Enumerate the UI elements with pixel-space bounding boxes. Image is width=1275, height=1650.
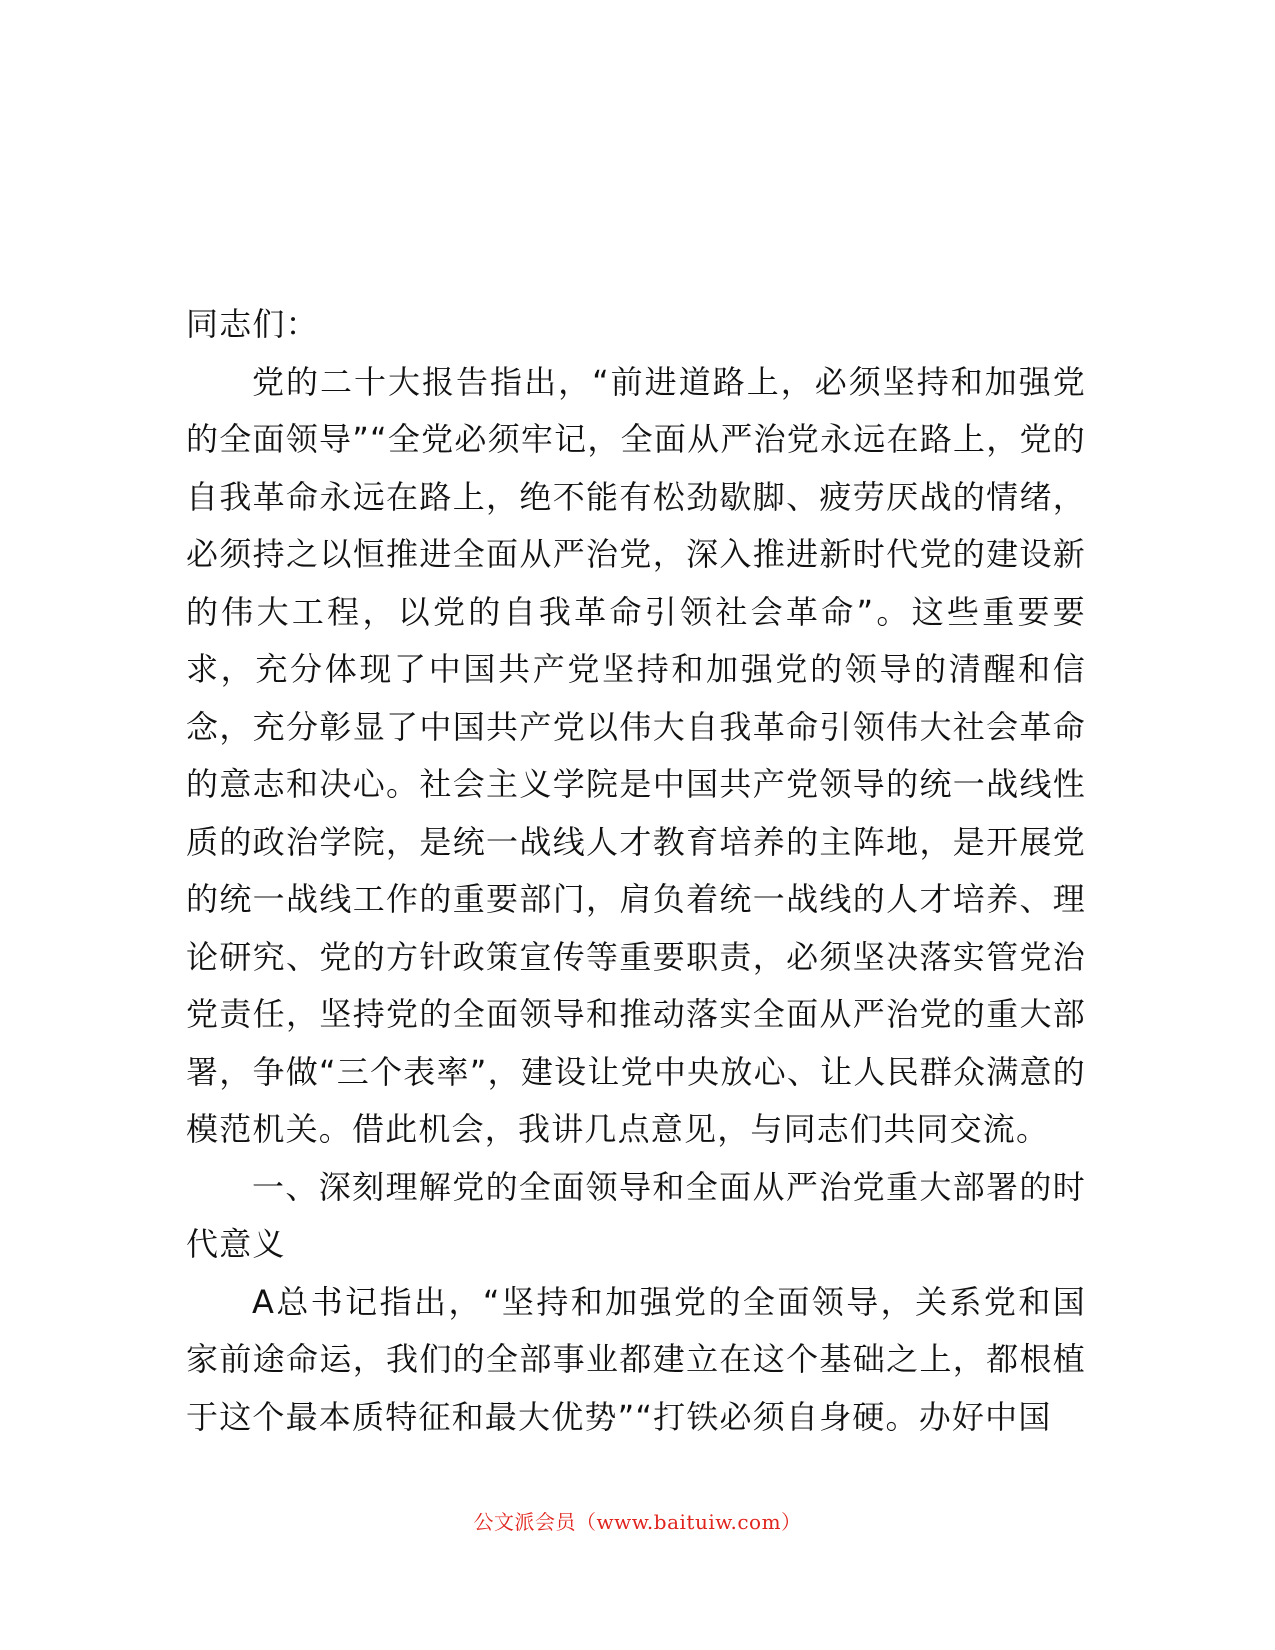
salutation: 同志们： xyxy=(186,305,319,343)
paragraph-intro: 党的二十大报告指出，“前进道路上，必须坚持和加强党的全面领导”“全党必须牢记，全面从严治党永远在路上，党的自我革命永远在路上，绝不能有松劲歇脚、疲劳厌战的情绪，必须持之以恒推进全面从严治党，深入推进新时代党的建设新的伟大工程，以党的自我革命引领社会革命”。这些重要要求，充分体现了中国共产党坚持和加强党的领导的清醒和信念，充分彰显了中国共产党以伟大自我革命引领伟大社会革命的意志和决心。社会主义学院是中国共产党领导的统一战线性质的政治学院，是统一战线人才教育培养的主阵地，是开展党的统一战线工作的重要部门，肩负着统一战线的人才培养、理论研究、党的方针政策宣传等重要职责，必须坚决落实管党治党责任，坚持党的全面领导和推动落实全面从严治党的重大部署，争做“三个表率”，建设让党中央放心、让人民群众满意的模范机关。借此机会，我讲几点意见，与同志们共同交流。 xyxy=(186,362,1086,1148)
section-heading: 一、深刻理解党的全面领导和全面从严治党重大部署的时代意义 xyxy=(186,1167,1086,1263)
footer-watermark: 公文派会员（www.baituiw.com） xyxy=(473,1510,802,1534)
document-body xyxy=(186,296,1086,1446)
paragraph-section-one: A总书记指出，“坚持和加强党的全面领导，关系党和国家前途命运，我们的全部事业都建立在这个基础之上，都根植于这个最本质特征和最大优势”“打铁必须自身硬。办好中国 xyxy=(186,1282,1086,1436)
